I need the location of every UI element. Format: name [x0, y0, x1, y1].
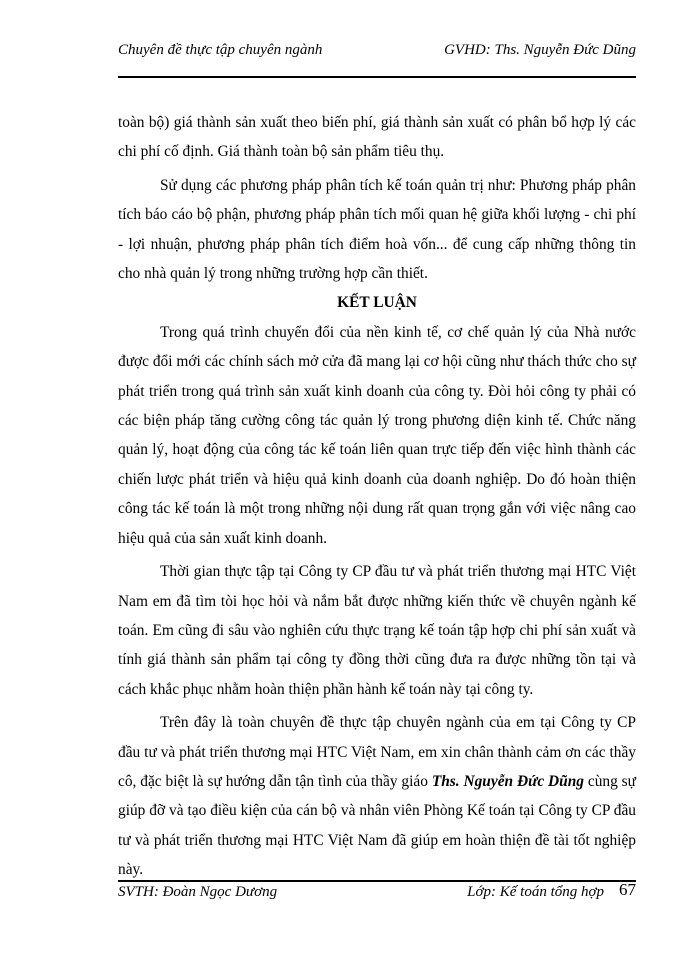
supervisor-name: Ths. Nguyễn Đức Dũng: [431, 772, 584, 790]
paragraph-conclusion-1: Trong quá trình chuyển đổi của nền kinh tế, cơ chế quản lý của Nhà nước được đổi mới các chính sách mở cửa đã mang lại cơ hội cũng như thách thức cho sự phát triển trong quá trình sản xuất kinh doanh của công ty. Đòi hỏi công ty phải có các biện pháp tăng cường công tác quản lý trong phương diện kinh tế. Chức năng quản lý, hoạt động của công tác kế toán liên quan trực tiếp đến việc hình thành các chiến lược phát triển và hiệu quả kinh doanh của doanh nghiệp. Do đó hoàn thiện công tác kế toán là một trong những nội dung rất quan trọng gắn với việc nâng cao hiệu quả của sản xuất kinh doanh.: [118, 323, 636, 547]
acknowledgement-text-end: cùng sự giúp đỡ và tạo điều kiện của cán bộ và nhân viên Phòng Kế toán tại Công ty CP đầu tư và phát triển thương mại HTC Việt Nam đã giúp em hoàn thiện đề tài tốt nghiệp này.: [118, 772, 636, 879]
footer-divider: [118, 880, 636, 882]
document-body: [118, 108, 636, 885]
paragraph-conclusion-2: Thời gian thực tập tại Công ty CP đầu tư và phát triển thương mại HTC Việt Nam em đã tìm tòi học hỏi và nắm bắt được những kiến thức về chuyên ngành kế toán. Em cũng đi sâu vào nghiên cứu thực trạng kế toán tập hợp chi phí sản xuất và tính giá thành sản phẩm tại công ty đồng thời cũng đưa ra được những tồn tại và cách khắc phục nhằm hoàn thiện phần hành kế toán này tại công ty.: [118, 563, 636, 698]
footer-class: Lớp: Kế toán tổng hợp: [467, 884, 604, 900]
page-number: 67: [619, 880, 636, 899]
paragraph-methods: Sử dụng các phương pháp phân tích kế toán quản trị như: Phương pháp phân tích báo cáo bộ phận, phương pháp phân tích mối quan hệ giữa khối lượng - chi phí - lợi nhuận, phương pháp phân tích điểm hoà vốn... để cung cấp những thông tin cho nhà quản lý trong những trường hợp cần thiết.: [118, 176, 636, 283]
section-heading: KẾT LUẬN: [337, 294, 417, 312]
header-course-title: Chuyên đề thực tập chuyên ngành: [118, 42, 323, 58]
acknowledgement-text-start: Trên đây là toàn chuyên đề thực tập chuyên ngành của em tại Công ty CP đầu tư và phát triển thương mại HTC Việt Nam, em xin chân thành cảm ơn các thầy cô, đặc biệt là sự hướng dẫn tận tình của thầy giáo: [118, 714, 636, 790]
paragraph-continued: toàn bộ) giá thành sản xuất theo biến phí, giá thành sản xuất có phân bổ hợp lý các chi phí cố định. Giá thành toàn bộ sản phẩm tiêu thụ.: [118, 114, 636, 161]
header-supervisor: GVHD: Ths. Nguyễn Đức Dũng: [444, 42, 636, 58]
page-footer: [118, 880, 636, 908]
page-header: [118, 38, 636, 68]
footer-student: SVTH: Đoàn Ngọc Dương: [118, 884, 278, 900]
paragraph-acknowledgement: [118, 708, 636, 884]
header-divider: [118, 76, 636, 78]
